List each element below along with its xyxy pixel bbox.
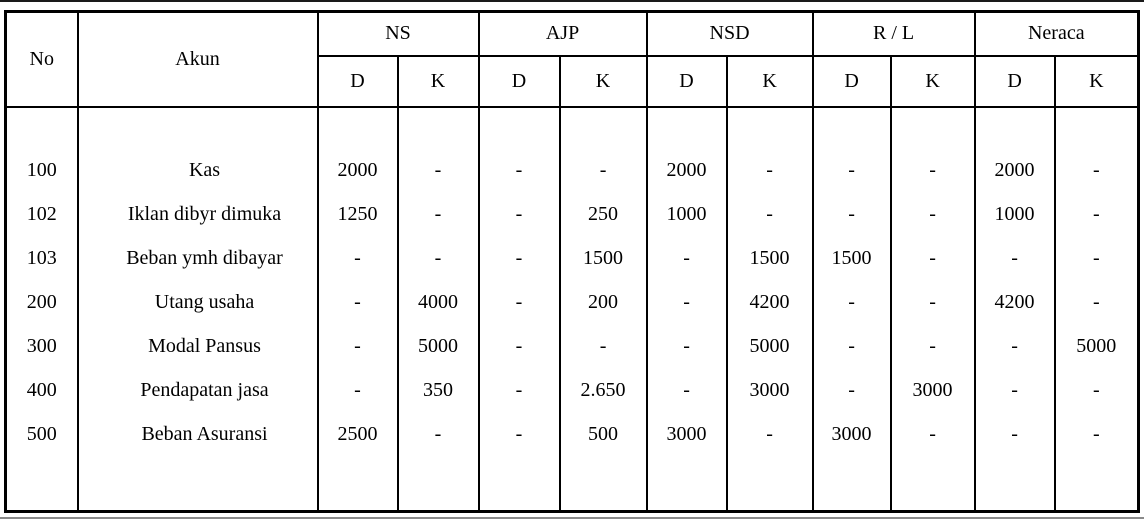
- page-bottom-rule: [0, 517, 1144, 519]
- cell-ns-k: -: [434, 158, 442, 181]
- cell-nsd-k: 4200: [749, 290, 790, 313]
- cell-rl-k: -: [929, 202, 936, 225]
- cell-akun: Modal Pansus: [148, 334, 261, 357]
- cell-ajp-d: -: [515, 246, 523, 269]
- cell-rl-k: -: [929, 334, 936, 357]
- cell-ajp-k: 1500: [583, 246, 624, 269]
- cell-no: 100: [26, 158, 57, 181]
- cell-ajp-k: 500: [588, 422, 619, 445]
- cell-ns-k: 5000: [418, 334, 458, 357]
- column-no: [6, 107, 78, 512]
- cell-rl-d: -: [848, 158, 855, 181]
- cell-akun: Beban ymh dibayar: [126, 246, 283, 269]
- cell-ajp-d: -: [515, 202, 523, 225]
- header-akun: Akun: [78, 12, 318, 107]
- cell-no: 400: [26, 378, 57, 401]
- cell-rl-k: -: [929, 422, 936, 445]
- column-nsd-k: [727, 107, 813, 512]
- cell-no: 102: [26, 202, 57, 225]
- cell-neraca-k: -: [1092, 378, 1100, 401]
- subheader-neraca-k: K: [1055, 56, 1139, 107]
- subheader-rl-d: D: [813, 56, 891, 107]
- cell-neraca-k: -: [1092, 290, 1100, 313]
- header-group-rl: R / L: [813, 12, 975, 56]
- cell-ajp-k: -: [599, 158, 607, 181]
- cell-neraca-d: 1000: [994, 202, 1035, 225]
- cell-akun: Beban Asuransi: [141, 422, 268, 445]
- subheader-ajp-k: K: [560, 56, 647, 107]
- cell-ns-d: -: [354, 290, 361, 313]
- header-group-ajp: AJP: [479, 12, 647, 56]
- subheader-nsd-k: K: [727, 56, 813, 107]
- header-group-ns: NS: [318, 12, 479, 56]
- cell-rl-k: -: [929, 290, 936, 313]
- subheader-nsd-d: D: [647, 56, 727, 107]
- column-nsd-d: [647, 107, 727, 512]
- cell-ajp-d: -: [515, 378, 523, 401]
- cell-neraca-d: 4200: [994, 290, 1035, 313]
- cell-rl-k: 3000: [912, 378, 953, 401]
- body-row: [6, 107, 1139, 512]
- cell-nsd-d: 1000: [666, 202, 707, 225]
- cell-ajp-d: -: [515, 334, 523, 357]
- cell-neraca-d: 2000: [994, 158, 1035, 181]
- column-ajp-d: [479, 107, 560, 512]
- cell-ajp-d: -: [515, 290, 523, 313]
- cell-ajp-k: 200: [588, 290, 619, 313]
- subheader-ajp-d: D: [479, 56, 560, 107]
- cell-ns-d: -: [354, 334, 361, 357]
- cell-neraca-k: -: [1092, 202, 1100, 225]
- cell-ajp-k: -: [599, 334, 607, 357]
- column-rl-d: [813, 107, 891, 512]
- worksheet-table: [4, 10, 1140, 513]
- cell-ajp-d: -: [515, 158, 523, 181]
- cell-nsd-d: 2000: [666, 158, 707, 181]
- cell-rl-k: -: [929, 246, 936, 269]
- column-ajp-k: [560, 107, 647, 512]
- column-akun: [78, 107, 318, 512]
- cell-no: 300: [26, 334, 57, 357]
- subheader-neraca-d: D: [975, 56, 1055, 107]
- cell-nsd-k: 5000: [749, 334, 790, 357]
- cell-akun: Pendapatan jasa: [140, 378, 269, 401]
- cell-nsd-k: 1500: [749, 246, 790, 269]
- column-rl-k: [891, 107, 975, 512]
- cell-neraca-k: 5000: [1076, 334, 1117, 357]
- header-no: No: [6, 12, 78, 107]
- cell-ns-d: 2000: [337, 158, 378, 181]
- header-row-groups: [6, 12, 1139, 56]
- cell-akun: Kas: [188, 158, 221, 181]
- cell-rl-d: -: [848, 378, 855, 401]
- column-neraca-d: [975, 107, 1055, 512]
- cell-rl-d: -: [848, 202, 855, 225]
- cell-nsd-k: -: [766, 202, 773, 225]
- cell-ajp-k: 250: [588, 202, 619, 225]
- cell-rl-d: 3000: [831, 422, 872, 445]
- cell-no: 200: [26, 290, 57, 313]
- cell-ajp-k: 2.650: [580, 378, 626, 401]
- cell-ajp-d: -: [515, 422, 523, 445]
- cell-ns-d: 2500: [337, 422, 378, 445]
- cell-ns-d: -: [354, 378, 361, 401]
- cell-ns-k: -: [434, 246, 442, 269]
- cell-ns-d: -: [354, 246, 361, 269]
- column-ns-d: [318, 107, 398, 512]
- cell-akun: Iklan dibyr dimuka: [127, 202, 282, 225]
- cell-neraca-d: -: [1011, 246, 1018, 269]
- cell-neraca-d: -: [1011, 378, 1018, 401]
- cell-rl-k: -: [929, 158, 936, 181]
- cell-neraca-k: -: [1092, 158, 1100, 181]
- cell-no: 103: [26, 246, 57, 269]
- cell-nsd-k: -: [766, 422, 773, 445]
- page-top-rule: [0, 0, 1144, 2]
- cell-ns-k: 350: [423, 378, 453, 401]
- cell-akun: Utang usaha: [154, 290, 255, 313]
- cell-ns-k: -: [434, 422, 442, 445]
- cell-nsd-d: 3000: [666, 422, 707, 445]
- column-neraca-k: [1055, 107, 1139, 512]
- cell-rl-d: -: [848, 290, 855, 313]
- cell-nsd-d: -: [683, 290, 690, 313]
- cell-neraca-k: -: [1092, 246, 1100, 269]
- header-group-nsd: NSD: [647, 12, 813, 56]
- subheader-rl-k: K: [891, 56, 975, 107]
- cell-nsd-d: -: [683, 378, 690, 401]
- cell-ns-k: 4000: [418, 290, 458, 313]
- cell-ns-k: -: [434, 202, 442, 225]
- cell-rl-d: -: [848, 334, 855, 357]
- column-ns-k: [398, 107, 479, 512]
- header-group-neraca: Neraca: [975, 12, 1139, 56]
- cell-nsd-k: -: [766, 158, 773, 181]
- cell-neraca-d: -: [1011, 334, 1018, 357]
- subheader-ns-k: K: [398, 56, 479, 107]
- cell-nsd-d: -: [683, 246, 690, 269]
- cell-no: 500: [26, 422, 57, 445]
- cell-nsd-d: -: [683, 334, 690, 357]
- cell-ns-d: 1250: [337, 202, 378, 225]
- subheader-ns-d: D: [318, 56, 398, 107]
- cell-nsd-k: 3000: [749, 378, 790, 401]
- cell-neraca-d: -: [1011, 422, 1018, 445]
- cell-neraca-k: -: [1092, 422, 1100, 445]
- cell-rl-d: 1500: [831, 246, 872, 269]
